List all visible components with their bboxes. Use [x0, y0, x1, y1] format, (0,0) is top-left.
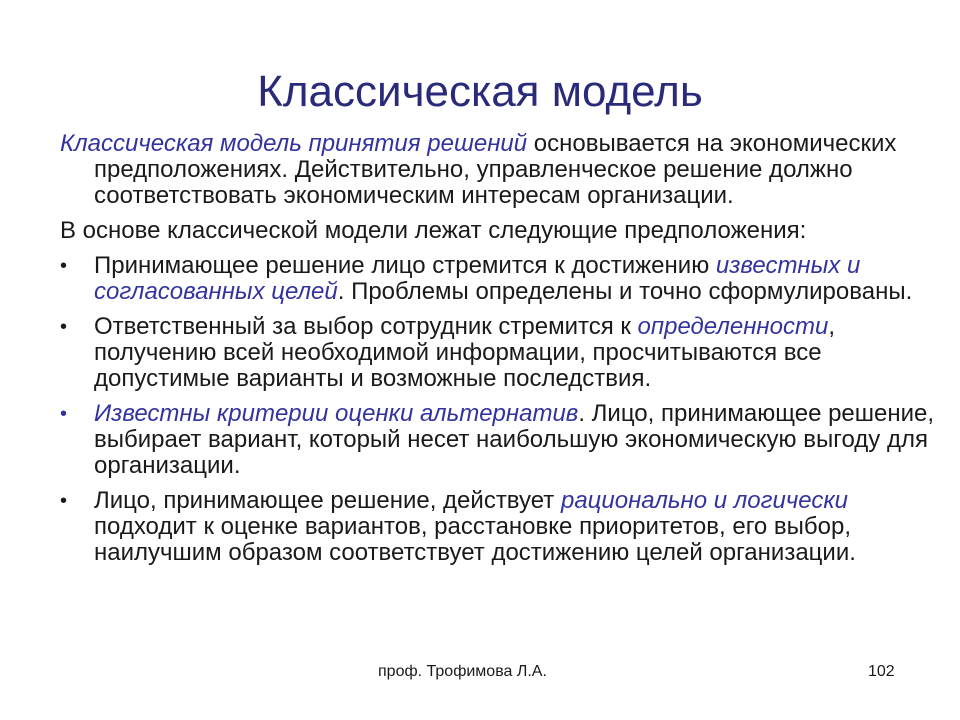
bullet-text: Ответственный за выбор сотрудник стремится к — [94, 313, 638, 340]
bullet-marker: • — [60, 403, 68, 425]
intro-paragraph — [60, 131, 940, 209]
bullet-marker: • — [60, 255, 68, 277]
bullet-item-3 — [60, 401, 940, 479]
bullet-highlight: рационально и логически — [560, 487, 849, 514]
bullet-highlight: определенности — [637, 313, 829, 340]
bullet-text: подходит к оценке вариантов, расстановке приоритетов, его выбор, наилучшим образом соответствует достижению целей организации. — [94, 513, 856, 566]
lead-paragraph: В основе классической модели лежат следующие предположения: — [60, 217, 807, 244]
bullet-text: Лицо, принимающее решение, действует — [94, 487, 561, 514]
bullet-marker: • — [60, 490, 68, 512]
slide-content — [60, 131, 940, 575]
bullet-highlight: Известны критерии оценки альтернатив — [94, 400, 579, 427]
bullet-item-4 — [60, 488, 940, 566]
bullet-text: Принимающее решение лицо стремится к достижению — [94, 252, 716, 279]
bullet-text: . Лицо, принимающее решение, выбирает вариант, который несет наибольшую экономическую выгоду для организации. — [94, 400, 935, 479]
bullet-item-2 — [60, 314, 940, 392]
bullet-item-1 — [60, 253, 940, 305]
bullet-marker: • — [60, 316, 68, 338]
slide-title: Классическая модель — [257, 67, 703, 116]
page-number: 102 — [868, 663, 895, 680]
footer-author: проф. Трофимова Л.А. — [378, 663, 547, 680]
bullet-highlight: известных и согласованных целей — [94, 252, 861, 305]
bullet-text: . Проблемы определены и точно сформулированы. — [337, 278, 913, 305]
intro-text: основывается на экономических предположениях. Действительно, управленческое решение должно соответствовать экономическим интересам организации. — [94, 130, 897, 209]
intro-highlight: Классическая модель принятия решений — [60, 130, 528, 157]
bullet-text: , получению всей необходимой информации, просчитываются все допустимые варианты и возможные последствия. — [94, 313, 835, 392]
